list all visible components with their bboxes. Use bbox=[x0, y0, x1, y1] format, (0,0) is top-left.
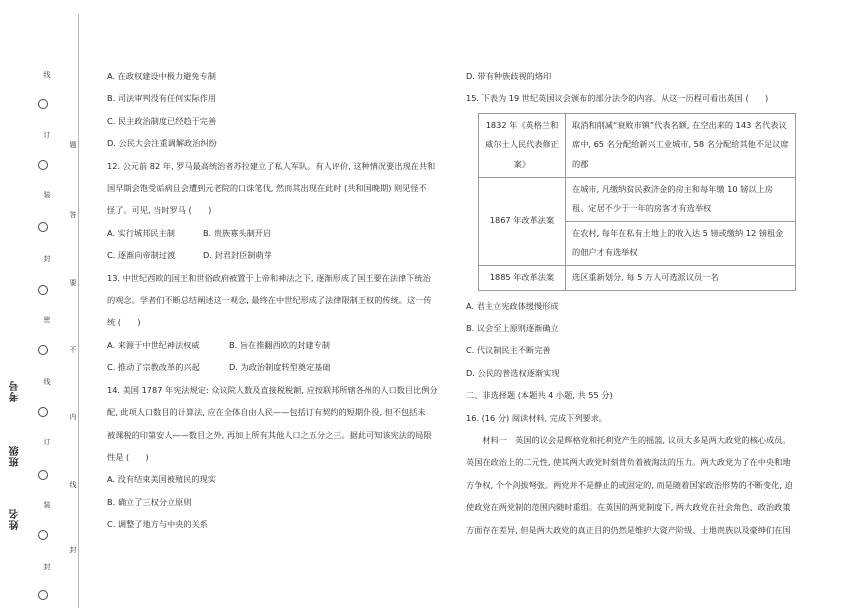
exam-number-label: 考号 bbox=[10, 380, 21, 402]
q11-option-d: D. 公民大会注重调解政治纠纷 bbox=[107, 138, 217, 149]
seal-char: 封 bbox=[43, 563, 51, 571]
q12-options-row bbox=[107, 244, 453, 266]
q12-option-c: C. 逐渐向帝制过渡 bbox=[107, 250, 176, 261]
q13-stem-line: 13. 中世纪西欧的国王和世俗政府被置于上帝和神法之下, 逐渐形成了国王要在法律下统治 bbox=[107, 272, 431, 283]
q11-option-c: C. 民主政治制度已经趋于完善 bbox=[107, 115, 217, 126]
law-name: 1885 年改革法案 bbox=[479, 265, 566, 290]
q16-material-line: 英国在政治上的二元性, 使其两大政党时刻背负着被淘汰的压力。两大政党为了在中央和地 bbox=[466, 457, 791, 468]
right-column bbox=[466, 65, 816, 541]
inner-seal-char: 封 bbox=[69, 546, 77, 554]
q13-stem-line: 统 ( ) bbox=[107, 317, 141, 328]
q16-material-line: 方争权, 个个剑拔弩张。两党并不是静止的或固定的, 而是随着国家政治形势的不断变化, 迫 bbox=[466, 479, 793, 490]
inner-seal-char: 不 bbox=[69, 346, 77, 354]
q14-option-a: A. 没有结束美国被殖民的现实 bbox=[107, 474, 216, 485]
seal-char: 封 bbox=[43, 255, 51, 263]
q16-material-line: 方面存在差异, 但是两大政党的真正目的仍然是维护大资产阶级、土地贵族以及豪绅们在国 bbox=[466, 524, 791, 535]
q16-material-line: 材料一 英国的议会是辉格党和托利党产生的摇篮, 议员大多是两大政党的核心成员。 bbox=[466, 435, 791, 445]
law-name: 1867 年改革法案 bbox=[479, 177, 566, 265]
binding-hole bbox=[38, 285, 48, 295]
name-label: 姓名 bbox=[10, 508, 21, 530]
binding-hole bbox=[38, 407, 48, 417]
inner-seal-char: 要 bbox=[69, 279, 77, 287]
q13-option-b: B. 旨在推翻西欧的封建专制 bbox=[229, 339, 330, 350]
binding-hole bbox=[38, 590, 48, 600]
binding-hole bbox=[38, 345, 48, 355]
inner-seal-char: 答 bbox=[69, 211, 77, 219]
q15-table bbox=[478, 113, 796, 291]
q12-option-a: A. 实行城邦民主制 bbox=[107, 227, 175, 238]
q15-option-d: D. 公民的普选权逐渐实现 bbox=[466, 367, 560, 378]
q12-stem-line: 国早期会饱受诟病且会遭到元老院的口诛笔伐, 然而其出现在此时 (共和国晚期) 则见怪不 bbox=[107, 183, 427, 194]
table-row bbox=[479, 113, 796, 177]
seal-char: 线 bbox=[43, 378, 51, 386]
table-row bbox=[479, 265, 796, 290]
q12-option-b: B. 贵族寡头制开启 bbox=[203, 227, 272, 238]
q12-option-d: D. 封君封臣制萌芽 bbox=[203, 250, 272, 261]
q12-stem-line: 怪了。可见, 当时罗马 ( ) bbox=[107, 205, 212, 216]
q13-option-a: A. 来源于中世纪神法权威 bbox=[107, 339, 200, 350]
q15-option-b: B. 议会至上原则逐渐确立 bbox=[466, 322, 559, 333]
q13-stem-line: 的观念。学者们不断总结阐述这一观念, 最终在中世纪形成了法律限制王权的传统。这一传 bbox=[107, 295, 432, 306]
q15-option-a: A. 君主立宪政体缓慢形成 bbox=[466, 300, 559, 311]
q15-option-c: C. 代议制民主不断完善 bbox=[466, 345, 551, 356]
law-content: 在城市, 凡缴纳贫民救济金的房主和每年缴 10 镑以上房租、定居不少于一年的房客才有选举权 bbox=[566, 177, 796, 221]
inner-seal-char: 内 bbox=[69, 413, 77, 421]
q12-options-row bbox=[107, 222, 453, 244]
q14-option-d: D. 带有种族歧视的烙印 bbox=[466, 71, 552, 81]
q13-option-c: C. 推动了宗教改革的兴起 bbox=[107, 362, 200, 373]
law-content: 选区重新划分, 每 5 万人可选派议员一名 bbox=[566, 265, 796, 290]
q14-option-c: C. 调整了地方与中央的关系 bbox=[107, 519, 208, 530]
seal-char: 订 bbox=[43, 438, 51, 446]
binding-hole bbox=[38, 99, 48, 109]
q15-stem: 15. 下表为 19 世纪英国议会颁布的部分法令的内容。从这一历程可看出英国 ( ) bbox=[466, 93, 769, 104]
binding-hole bbox=[38, 530, 48, 540]
q14-option-b: B. 确立了三权分立原则 bbox=[107, 496, 192, 507]
left-column bbox=[107, 65, 453, 536]
seal-char: 装 bbox=[43, 191, 51, 199]
q11-option-b: B. 司法审判没有任何实际作用 bbox=[107, 93, 217, 104]
q14-stem-line: 14. 美国 1787 年宪法规定: 众议院人数及直接税税额, 应按联邦所辖各州的人口数目比例分 bbox=[107, 384, 438, 395]
seal-char: 装 bbox=[43, 501, 51, 509]
section-heading: 二、非选择题 (本题共 4 小题, 共 55 分) bbox=[466, 390, 613, 401]
q14-stem-line: 性是 ( ) bbox=[107, 451, 149, 462]
class-label: 班级 bbox=[10, 445, 21, 467]
q14-stem-line: 被课税的印第安人——数目之外, 再加上所有其他人口之五分之三。据此可知该宪法的局限 bbox=[107, 429, 432, 440]
inner-seal-char: 题 bbox=[69, 141, 77, 149]
q12-stem-line: 12. 公元前 82 年, 罗马最高统治者苏拉建立了私人军队。有人评价, 这种情况要出现在共和 bbox=[107, 160, 436, 171]
law-content: 在农村, 每年在私有土地上的收入达 5 镑或缴纳 12 镑租金的佃户才有选举权 bbox=[566, 221, 796, 265]
q13-option-d: D. 为政治制度转型奠定基础 bbox=[229, 362, 331, 373]
q11-option-a: A. 在政权建设中极力避免专制 bbox=[107, 71, 216, 81]
binding-hole bbox=[38, 160, 48, 170]
q14-stem-line: 配, 此项人口数目的计算法, 应在全体自由人民——包括订有契约的短期仆役, 但不包括未 bbox=[107, 407, 426, 418]
q13-options-row bbox=[107, 356, 453, 378]
table-row bbox=[479, 177, 796, 221]
seal-char: 线 bbox=[43, 71, 51, 79]
law-content: 取消和削减“衰败市镇”代表名额, 在空出来的 143 名代表议席中, 65 名分配给新兴工业城市, 58 名分配给其他不足议席的郡 bbox=[566, 113, 796, 177]
binding-hole bbox=[38, 222, 48, 232]
q16-stem: 16. (16 分) 阅读材料, 完成下列要求。 bbox=[466, 412, 608, 423]
q16-material-line: 使政党在两党制的范围内随时重组。在英国的两党制度下, 两大政党在社会角色、政治政策 bbox=[466, 502, 791, 513]
binding-hole bbox=[38, 470, 48, 480]
seal-char: 订 bbox=[43, 131, 51, 139]
binding-line bbox=[78, 14, 79, 608]
binding-margin bbox=[0, 0, 100, 608]
seal-char: 密 bbox=[43, 316, 51, 324]
law-name: 1832 年《英格兰和威尔士人民代表修正案》 bbox=[479, 113, 566, 177]
q13-options-row bbox=[107, 334, 453, 356]
inner-seal-char: 线 bbox=[69, 481, 77, 489]
